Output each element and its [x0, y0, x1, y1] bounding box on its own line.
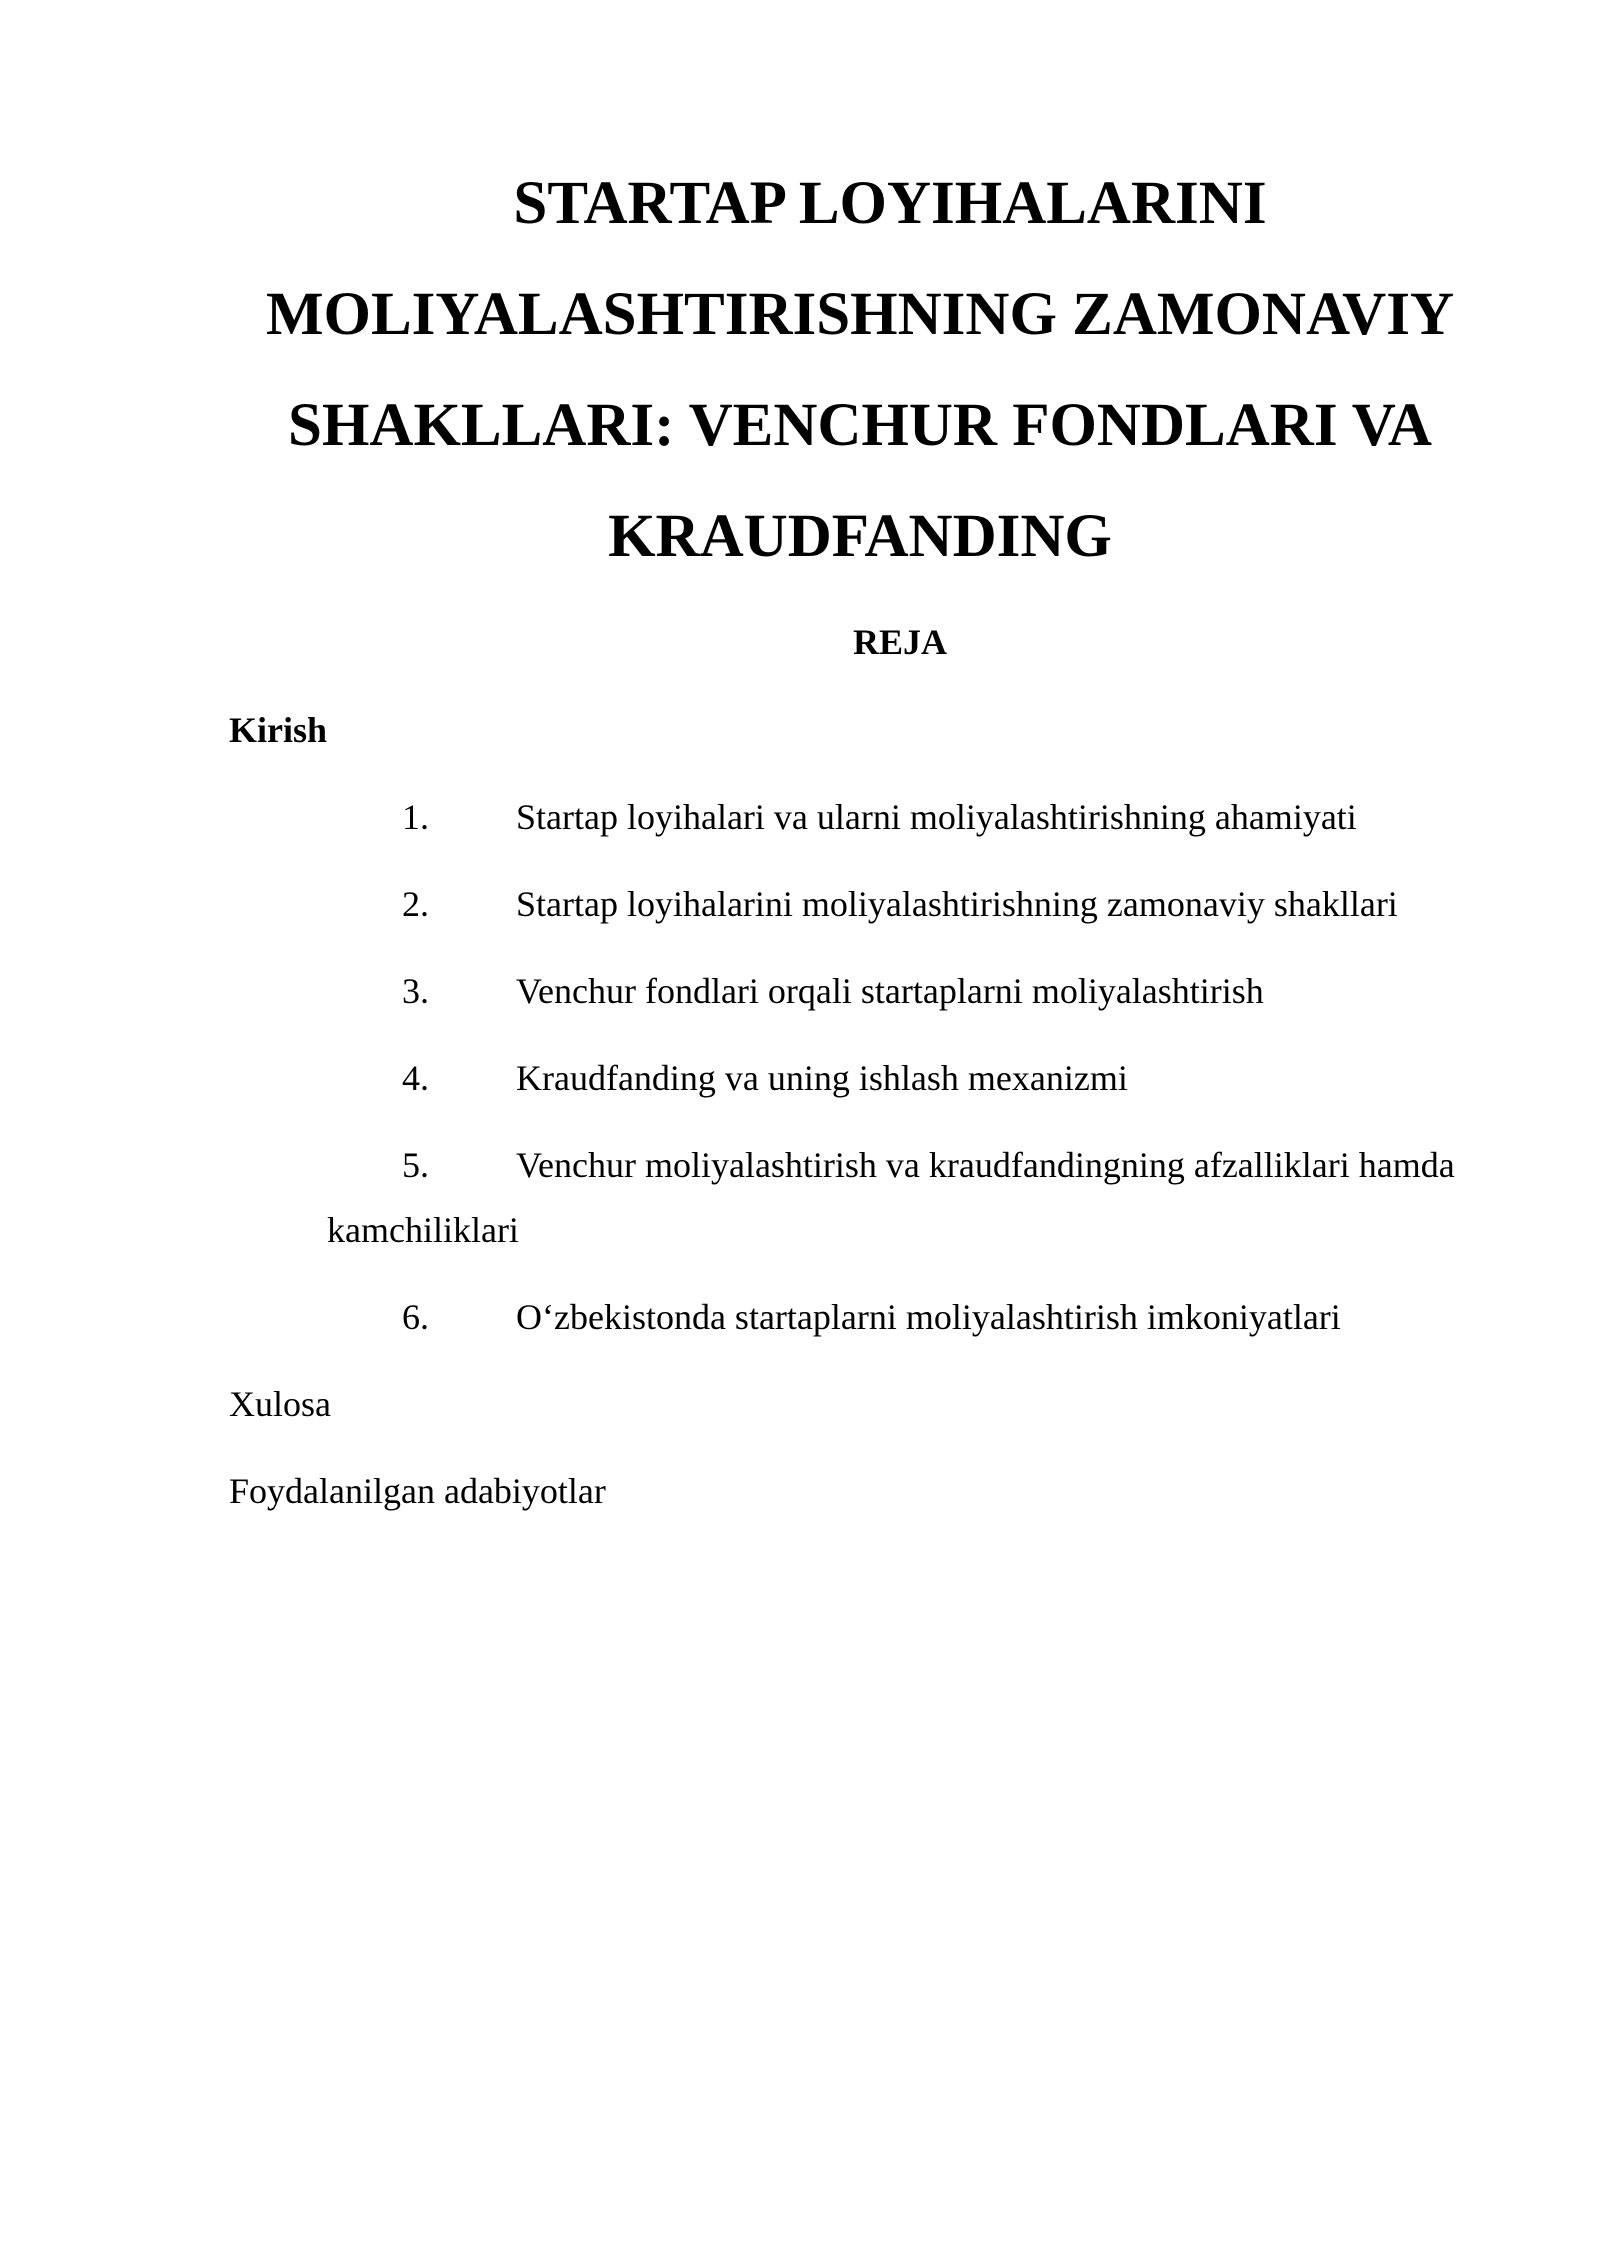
intro-heading: Kirish [229, 710, 328, 750]
list-item-text: Startap loyihalari va ularni moliyalashtirishning ahamiyati [516, 797, 1357, 837]
list-item-text: Venchur moliyalashtirish va kraudfandingning afzalliklari hamda [516, 1145, 1455, 1185]
list-item-number: 1. [402, 797, 429, 837]
list-item-number: 4. [402, 1058, 429, 1098]
title-line-4: KRAUDFANDING [608, 503, 1112, 570]
list-item-text: Kraudfanding va uning ishlash mexanizmi [516, 1058, 1128, 1098]
title-line-2: MOLIYALASHTIRISHNING ZAMONAVIY [265, 281, 1455, 348]
conclusion-heading: Xulosa [229, 1384, 331, 1424]
list-item-text: Venchur fondlari orqali startaplarni moliyalashtirish [516, 971, 1264, 1011]
list-item-number: 2. [402, 884, 429, 924]
document-title [200, 148, 1520, 592]
list-item-number: 5. [402, 1145, 429, 1185]
list-item-text: Startap loyihalarini moliyalashtirishning zamonaviy shakllari [516, 884, 1398, 924]
list-item-number: 6. [402, 1297, 429, 1337]
list-item-text: O‘zbekistonda startaplarni moliyalashtirish imkoniyatlari [516, 1297, 1341, 1337]
title-line-1: STARTAP LOYIHALARINI [513, 170, 1267, 237]
plan-heading: REJA [852, 622, 947, 662]
references-heading: Foydalanilgan adabiyotlar [229, 1471, 606, 1511]
title-line-3: SHAKLLARI: VENCHUR FONDLARI VA [288, 392, 1432, 459]
list-item-continuation: kamchiliklari [327, 1210, 519, 1250]
list-item-number: 3. [402, 971, 429, 1011]
